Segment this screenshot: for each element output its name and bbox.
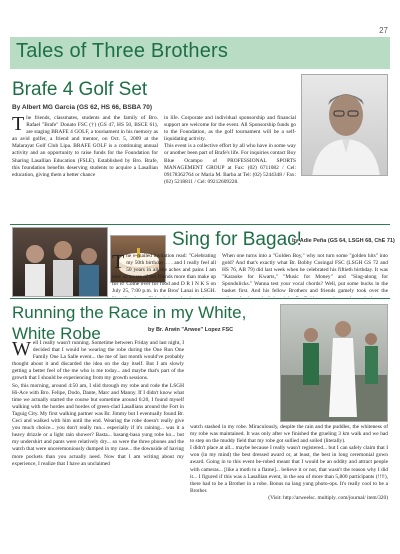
golf-column-1	[12, 115, 158, 222]
bagac-byline: by Adie Peña (GS 64, LSGH 68, ChE 71)	[292, 238, 395, 244]
race-photo	[280, 304, 388, 422]
race-byline: by Br. Arwin "Arwee" Lopez FSC	[148, 327, 234, 333]
runner-figures	[281, 305, 388, 422]
race-credit: (Visit: http://arweelsc. multiply. com/journal/ item/320)	[268, 494, 388, 501]
golf-title: Brafe 4 Golf Set	[12, 79, 148, 100]
race-body-1: ell I really wasn't running. Sometime between Friday and last night, I decided that I would be wearing the robe during the One Run One Family One La Salle event... the me of last month would've probably thought about it and discarded the idea on the day itself. But I am slowly getting a better feel of the me who is me today... and maybe that's part of the growth that I should be experiencing from my growth sessions. So, this morning, around 4:50 am, I slid through my robe and rode the LSGH Hi-Ace with Bro. Felipe, Dodo, Dante, Marc and Manny. If I didn't know what time we actually started the course but sometime around 6:20, I found myself walking with the hordes and hordes of green-clad Lasallians around the Fort in Taguig City. My first walking partner was Br. Jimmy but I eventually found Br. Ceci and walked with him until the end. Wearing the robe doesn't really give you much choice... you don't really run... especially if it's raining... was it a heavy drizzle or a light rain shower? Basta... basang-basa yung robe ko... but my undershirt and pants were relatively dry... so were the three phones and the watch that were unceremoniously dumped in my case... the downside of having more pockets than you actually need. Now that I am writing about my experience, I realize that I have an unclaimed	[12, 340, 184, 467]
portrait-figure	[302, 75, 388, 176]
race-column-1	[12, 340, 184, 548]
bagac-column-2: When one turns into a "Golden Boy," why not turn some "golden hits" into gold? And that's exactly what Br. Bobby Cosingal FSC (LSGH GS 72 and HS 76, AB 79) did last week when he celebrated his fiftieth birthday. It was "Karaoke for Kwarts," "Music for Money" and "Sing-along for Spondulicks." Wanna test your vocal chords? Well, put some bucks in the basket first. And his fellow Brothers and friends gamely took over the	[222, 253, 388, 295]
rule-1	[10, 224, 390, 225]
race-dropcap: W	[12, 340, 31, 360]
golf-portrait-photo	[301, 74, 388, 176]
group-figures	[13, 228, 108, 297]
race-title: Running the Race in my White, White Robe	[12, 303, 247, 343]
rule-2	[10, 298, 390, 299]
bagac-title: Sing for Bagac!	[172, 229, 302, 250]
golf-body-1: he friends, classmates, students and the family of Bro. Rafael "Brafe" Donato FSC (†) (GS 47, HS 50, BSCE 61), are staging BRAFE 4 GOLF, a tournament in his memory as an avid golfer, a friend and mentor, on Oct. 5, 2009 at the Malarayat Golf Club Lipa. BRAFE GOLF is a continuing annual activity and an opportunity to raise funds for the Foundation for Sharing Lasallian Education (FSLE). Established by Bro. Brafe, this foundation benefits deserving students to acquire a Lasallian education, giving them a better chance	[12, 115, 158, 178]
race-body-2: watch stashed in my robe. Miraculously, despite the rain and the puddles, the whiteness of my robe was maintained. It was only after we finished the grueling 3 km walk and we had to step on the muddy field that my robe got sullied and soiled (literally). I didn't place at all... maybe because I really wasn't registered... but I can safely claim that I won (in my mind) the best dressed award or, at least, the best in long ceremonial gown award. Going in to this event be-robed meant that I would be an oddity and attract people with cameras... [like a moth to a flame]... believe it or not, that wasn't the reason why I did it... I figured if this was a Lasallian event, in the sea of more than 5,800 participants (!!!!), there had to be a Brother in a robe. Bonus na lang yung photo-ops. It's really cool to be a Brother.	[190, 424, 388, 494]
race-column-2	[190, 424, 388, 552]
golf-dropcap: T	[12, 115, 25, 135]
page-number: 27	[379, 26, 388, 35]
bagac-dropcap: T	[112, 253, 125, 273]
golf-byline: By Albert MG Garcia (GS 62, HS 66, BSBA 70)	[12, 104, 153, 111]
golf-column-2: in life. Corporate and individual sponsorship and financial support are welcome for the event. All Sponsorship funds go to the Foundation, as the golf tournament will be a self-liquidating activity. This event is a collective effort by all who have in some way or another been part of Brafe's life. For inquiries contact Boy Blue Ocampo of PROFESSIONAL SPORTS MANAGEMENT GROUP at Fax: (02) 6711082 / Cel: 09178362764 or Maria M. Barba at Tel: (02) 5244348 / Fax: (02) 5218811 / Cel: 09212609228.	[164, 115, 296, 185]
section-title: Tales of Three Brothers	[16, 40, 229, 62]
bagac-body-1: he e-mailed invitation read: "Celebrating my 50th birthday . . . and I really feel all 50 years in all the aches and pains I am now so aware of but friends more than make up for it! Come over for food and D R I N K S on July 25, 7:00 p.m. in the Bros' Lanai in LSGH.	[112, 253, 216, 295]
bagac-column-1	[112, 253, 216, 297]
bagac-group-photo	[12, 227, 108, 297]
section-banner	[10, 37, 390, 69]
